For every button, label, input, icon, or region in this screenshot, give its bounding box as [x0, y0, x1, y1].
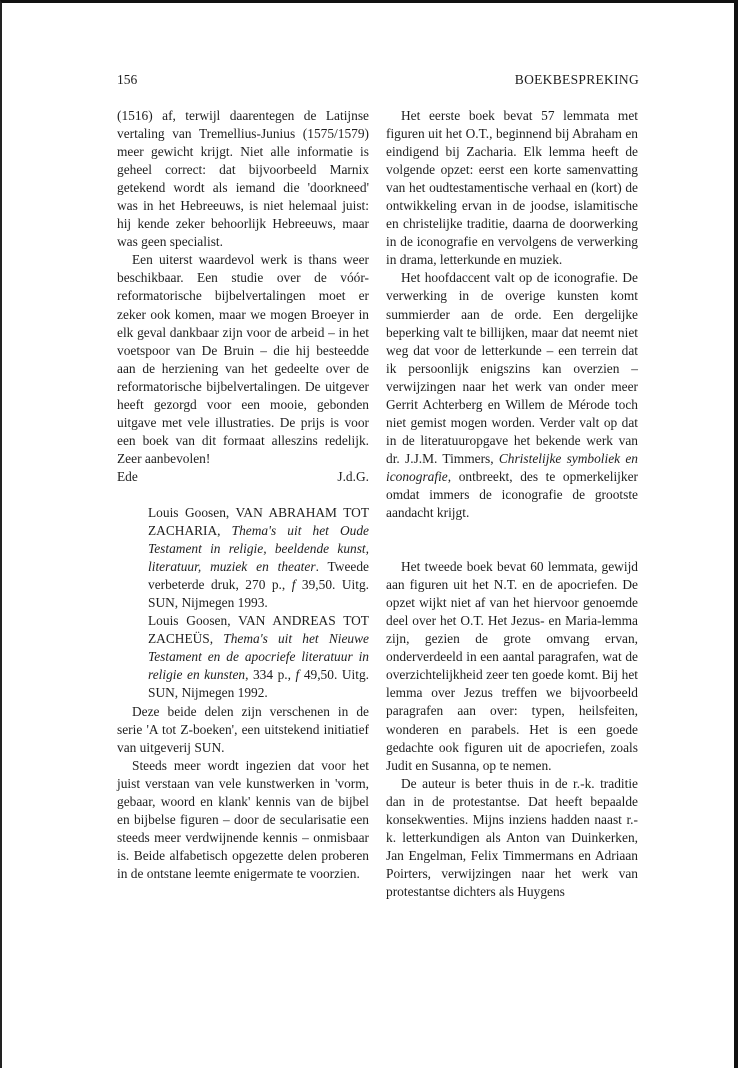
book2-author-title: Louis Goosen, VAN ANDREAS TOT ZACHEÜS,: [148, 613, 369, 647]
right-paragraph-2-text-a: Het hoofdaccent valt op de iconografie. De verwerking in de overige kunsten komt summierder aan de orde. Een dergelijke beperking valt te billijken, maar dat neemt niet weg dat voor de letterkunde – een terrein dat ik persoonlijk enigszins kan overzien – verwijzingen naar het werk van onder meer Gerrit Achterberg en Willem de Mérode toch niet gemist mogen worden. Verder valt op dat in de literatuuropgave het bekende werk van dr. J.J.M. Timmers,: [386, 270, 638, 466]
page-number: 156: [117, 72, 138, 87]
book2-price-symbol: f: [295, 667, 300, 683]
book1-details-post: 39,50. Uitg. SUN, Nijmegen 1993.: [148, 577, 370, 611]
book2-details-post: 49,50. Uitg. SUN, Nijmegen 1992.: [148, 667, 369, 701]
right-paragraph-2-text-b: , ontbreekt, des te opmerkelijker omdat immers de iconografie de grootste aandacht krijgt.: [386, 468, 638, 521]
right-paragraph-3: Het tweede boek bevat 60 lemmata, gewijd aan figuren uit het N.T. en de apocriefen. De opzet wijkt niet af van het hiervoor genoemde deel over het O.T. Het Jezus- en Maria-lemma zijn, gezien de grote omvang ervan, onderverdeeld in een aantal paragrafen, wat de overzichtelijkheid zeer ten goede komt. Bij het lemma over Jezus treffen we bijvoorbeeld paragrafen aan over: typen, heilsfeiten, wonderen en parabels. Het is een goede gedachte ook figuren uit de apocriefen, zoals Judit en Susanna, op te nemen.: [386, 559, 638, 773]
left-paragraph-1: (1516) af, terwijl daarentegen de Latijnse vertaling van Tremellius-Junius (1575/1579) meer gewicht krijgt. Niet alle informatie is geheel correct: dat bijvoorbeeld Marnix getekend wordt als iemand die 'doorkneed' was in het Hebreeuws, is niet helemaal juist: hij kende zeker behoorlijk Hebreeuws, maar was geen specialist.: [117, 108, 369, 250]
left-column: [117, 107, 369, 883]
right-paragraph-4: De auteur is beter thuis in de r.-k. traditie dan in de protestantse. Dat heeft bepaalde konsekwenties. Mijns inziens hadden naast r.-k. letterkundigen als Anton van Duinkerken, Jan Engelman, Felix Timmermans en Adriaan Poirters, verwijzingen naar het werk van protestantse dichters als Huygens: [386, 775, 638, 899]
right-paragraph-2: [386, 269, 638, 522]
right-column: [386, 107, 638, 901]
review-signature: [117, 468, 369, 486]
book2-details-pre: , 334 p.,: [245, 667, 296, 683]
right-paragraph-1: Het eerste boek bevat 57 lemmata met figuren uit het O.T., beginnend bij Abraham en eindigend bij Zacharia. Elk lemma heeft de volgende opzet: eerst een korte samenvatting van het oudtestamentische verhaal en (kort) de ontwikkeling ervan in de joodse, islamitische en christelijke traditie, daarna de doorwerking in de iconografie en vervolgens de verwerking in drama, letterkunde en muziek.: [386, 108, 638, 268]
book1-subtitle: Thema's uit het Oude Testament in religie, beeldende kunst, literatuur, muziek en theater: [148, 523, 369, 575]
book1-author-title: Louis Goosen, VAN ABRAHAM TOT ZACHARIA,: [148, 504, 369, 539]
left-paragraph-4: Steeds meer wordt ingezien dat voor het juist verstaan van vele kunstwerken in 'vorm, gebaar, woord en klank' kennis van de bijbel en bijbelse figuren – door de secularisatie een steeds meer verdwijnende kennis – onmisbaar is. Beide alfabetisch opgezette delen proberen in de ontstane leemte enigermate te voorzien.: [117, 757, 369, 881]
left-paragraph-2: Een uiterst waardevol werk is thans weer beschikbaar. Een studie over de vóór-reformatorische bijbelvertalingen moet er zeker ook komen, maar we mogen Broeyer in elk geval dankbaar zijn voor de arbeid – in het voetspoor van De Bruin – die hij besteedde aan de herziening van het gedeelte over de reformatorische bijbelvertalingen. De uitgever heeft gezorgd voor een mooie, gebonden uitgave met vele illustraties. De prijs is voor een boek van dit formaat alleszins redelijk. Zeer aanbevolen!: [117, 252, 369, 466]
signature-initials: J.d.G.: [337, 468, 369, 484]
signature-place: Ede: [117, 468, 138, 484]
running-head: BOEKBESPREKING: [514, 72, 639, 87]
cited-book-title: Christelijke symboliek en iconografie: [386, 450, 638, 484]
book-entry-1: [148, 504, 369, 612]
book-entry-2: [148, 612, 369, 702]
book1-details-pre: . Tweede verbeterde druk, 270 p.,: [148, 559, 369, 593]
left-paragraph-3: Deze beide delen zijn verschenen in de serie 'A tot Z-boeken', een uitstekend initiatief van uitgeverij SUN.: [117, 703, 369, 755]
book2-subtitle: Thema's uit het Nieuwe Testament en de apocriefe literatuur in religie en kunsten: [148, 631, 369, 683]
book1-price-symbol: f: [291, 577, 296, 593]
